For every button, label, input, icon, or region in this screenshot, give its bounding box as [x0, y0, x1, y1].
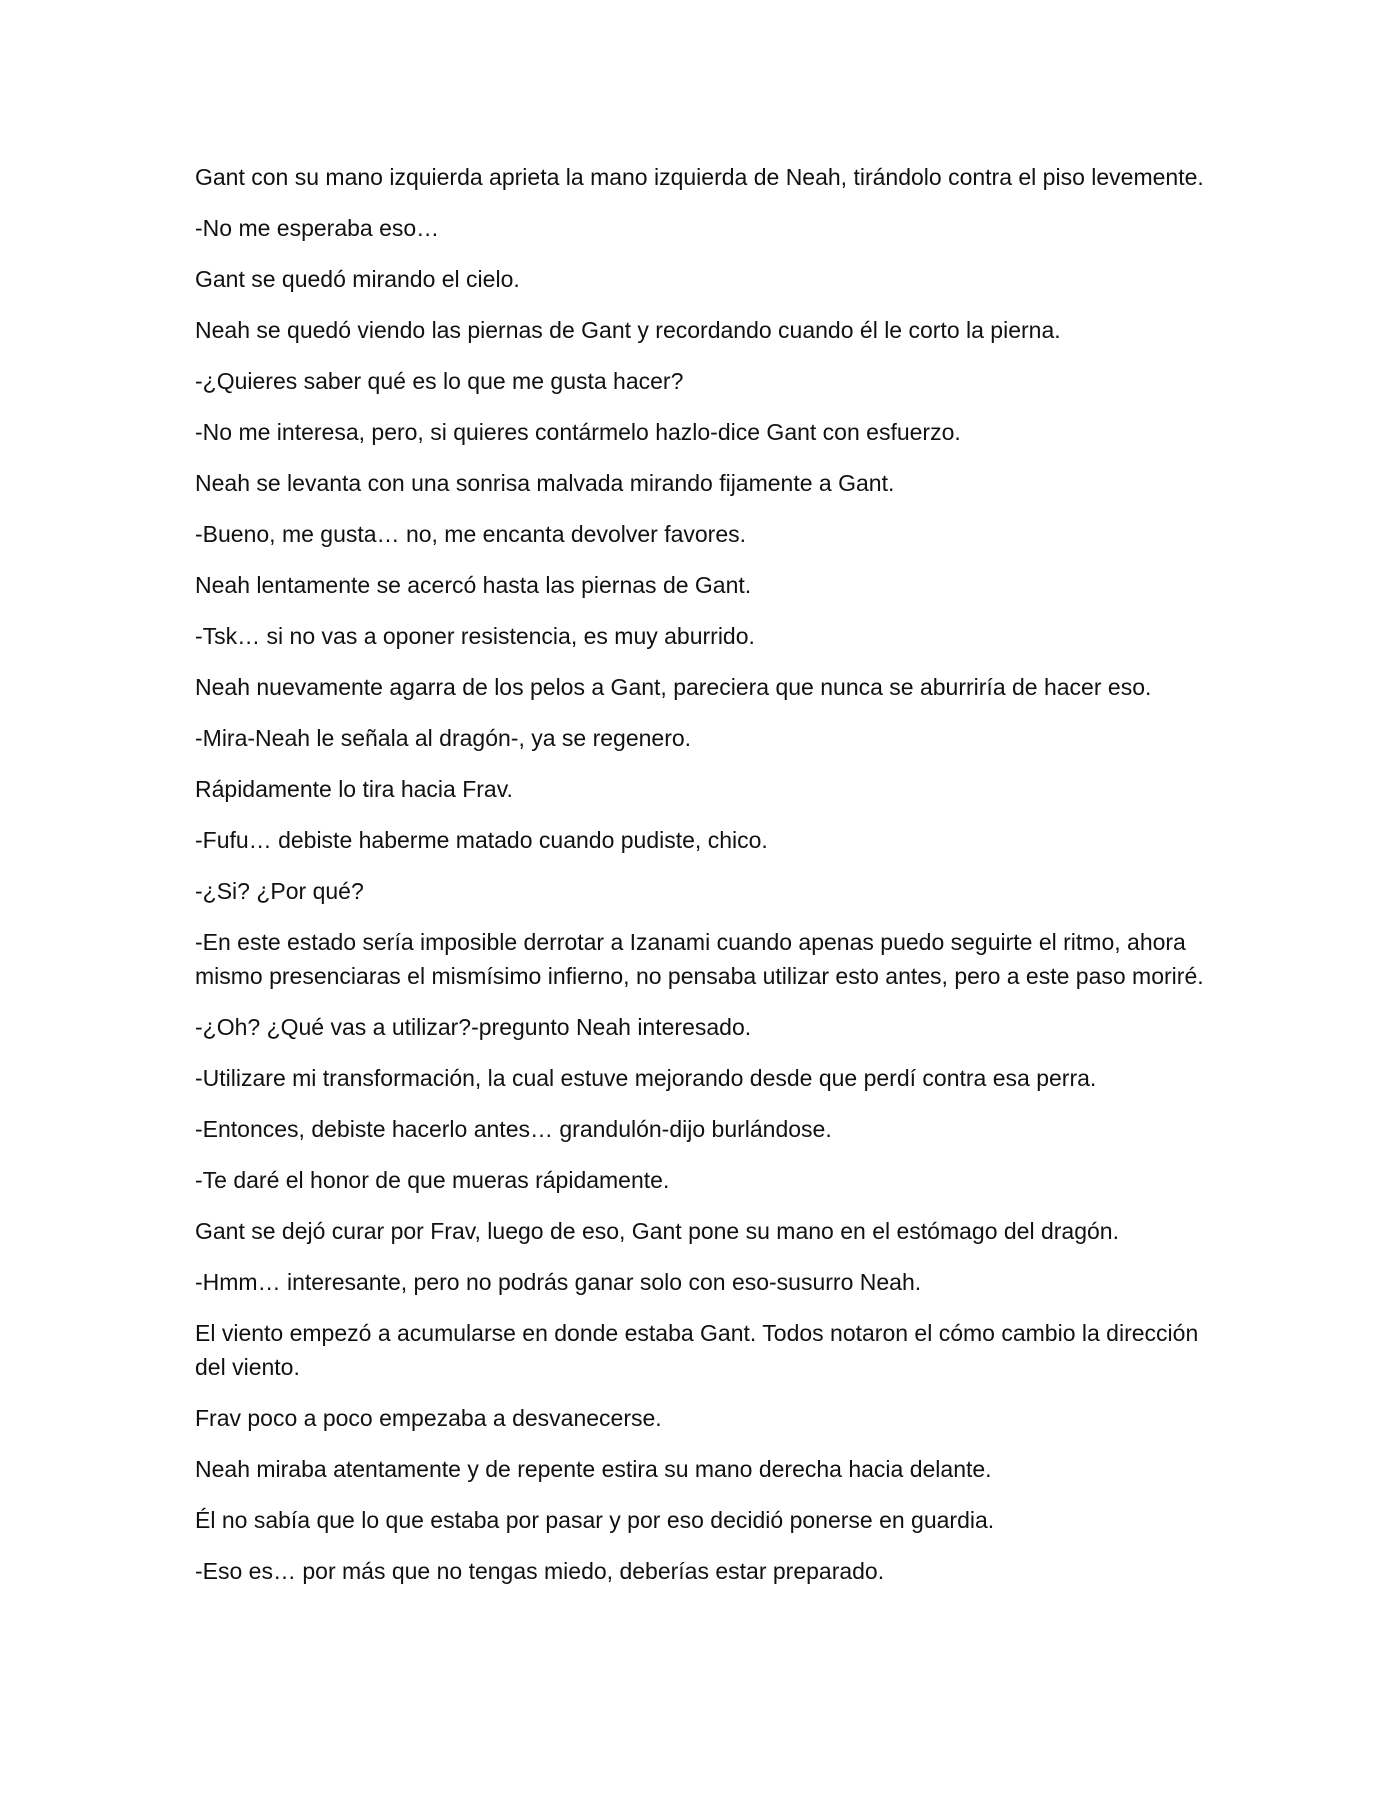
paragraph: Neah lentamente se acercó hasta las piernas de Gant. — [195, 572, 752, 598]
paragraph: -Eso es… por más que no tengas miedo, deberías estar preparado. — [195, 1558, 885, 1584]
paragraph: -Entonces, debiste hacerlo antes… grandulón-dijo burlándose. — [195, 1116, 832, 1142]
paragraph: Neah nuevamente agarra de los pelos a Gant, pareciera que nunca se aburriría de hacer eso. — [195, 674, 1152, 700]
paragraph: -En este estado sería imposible derrotar a Izanami cuando apenas puedo seguirte el ritmo, ahora mismo presenciaras el mismísimo infierno, no pensaba utilizar esto antes, pero a este paso moriré. — [195, 929, 1204, 989]
paragraph: Neah se levanta con una sonrisa malvada mirando fijamente a Gant. — [195, 470, 895, 496]
paragraph: -Te daré el honor de que mueras rápidamente. — [195, 1167, 670, 1193]
paragraph: -No me interesa, pero, si quieres contármelo hazlo-dice Gant con esfuerzo. — [195, 419, 961, 445]
paragraph: -¿Quieres saber qué es lo que me gusta hacer? — [195, 368, 684, 394]
paragraph: -Tsk… si no vas a oponer resistencia, es muy aburrido. — [195, 623, 755, 649]
paragraph: -Utilizare mi transformación, la cual estuve mejorando desde que perdí contra esa perra. — [195, 1065, 1097, 1091]
paragraph: Frav poco a poco empezaba a desvanecerse. — [195, 1405, 662, 1431]
paragraph: El viento empezó a acumularse en donde estaba Gant. Todos notaron el cómo cambio la dirección del viento. — [195, 1320, 1199, 1380]
paragraph: -¿Si? ¿Por qué? — [195, 878, 364, 904]
paragraph: -Hmm… interesante, pero no podrás ganar solo con eso-susurro Neah. — [195, 1269, 922, 1295]
paragraph: -¿Oh? ¿Qué vas a utilizar?-pregunto Neah interesado. — [195, 1014, 752, 1040]
paragraph: Rápidamente lo tira hacia Frav. — [195, 776, 513, 802]
paragraph: Gant se quedó mirando el cielo. — [195, 266, 520, 292]
paragraph: Gant con su mano izquierda aprieta la mano izquierda de Neah, tirándolo contra el piso levemente. — [195, 164, 1204, 190]
paragraph: Neah se quedó viendo las piernas de Gant y recordando cuando él le corto la pierna. — [195, 317, 1061, 343]
paragraph: -Mira-Neah le señala al dragón-, ya se regenero. — [195, 725, 692, 751]
paragraph: -Bueno, me gusta… no, me encanta devolver favores. — [195, 521, 747, 547]
paragraph: Él no sabía que lo que estaba por pasar y por eso decidió ponerse en guardia. — [195, 1507, 995, 1533]
paragraph: Gant se dejó curar por Frav, luego de eso, Gant pone su mano en el estómago del dragón. — [195, 1218, 1119, 1244]
paragraph: -No me esperaba eso… — [195, 215, 440, 241]
paragraph: Neah miraba atentamente y de repente estira su mano derecha hacia delante. — [195, 1456, 992, 1482]
paragraph: -Fufu… debiste haberme matado cuando pudiste, chico. — [195, 827, 768, 853]
document-body — [195, 160, 1225, 1605]
